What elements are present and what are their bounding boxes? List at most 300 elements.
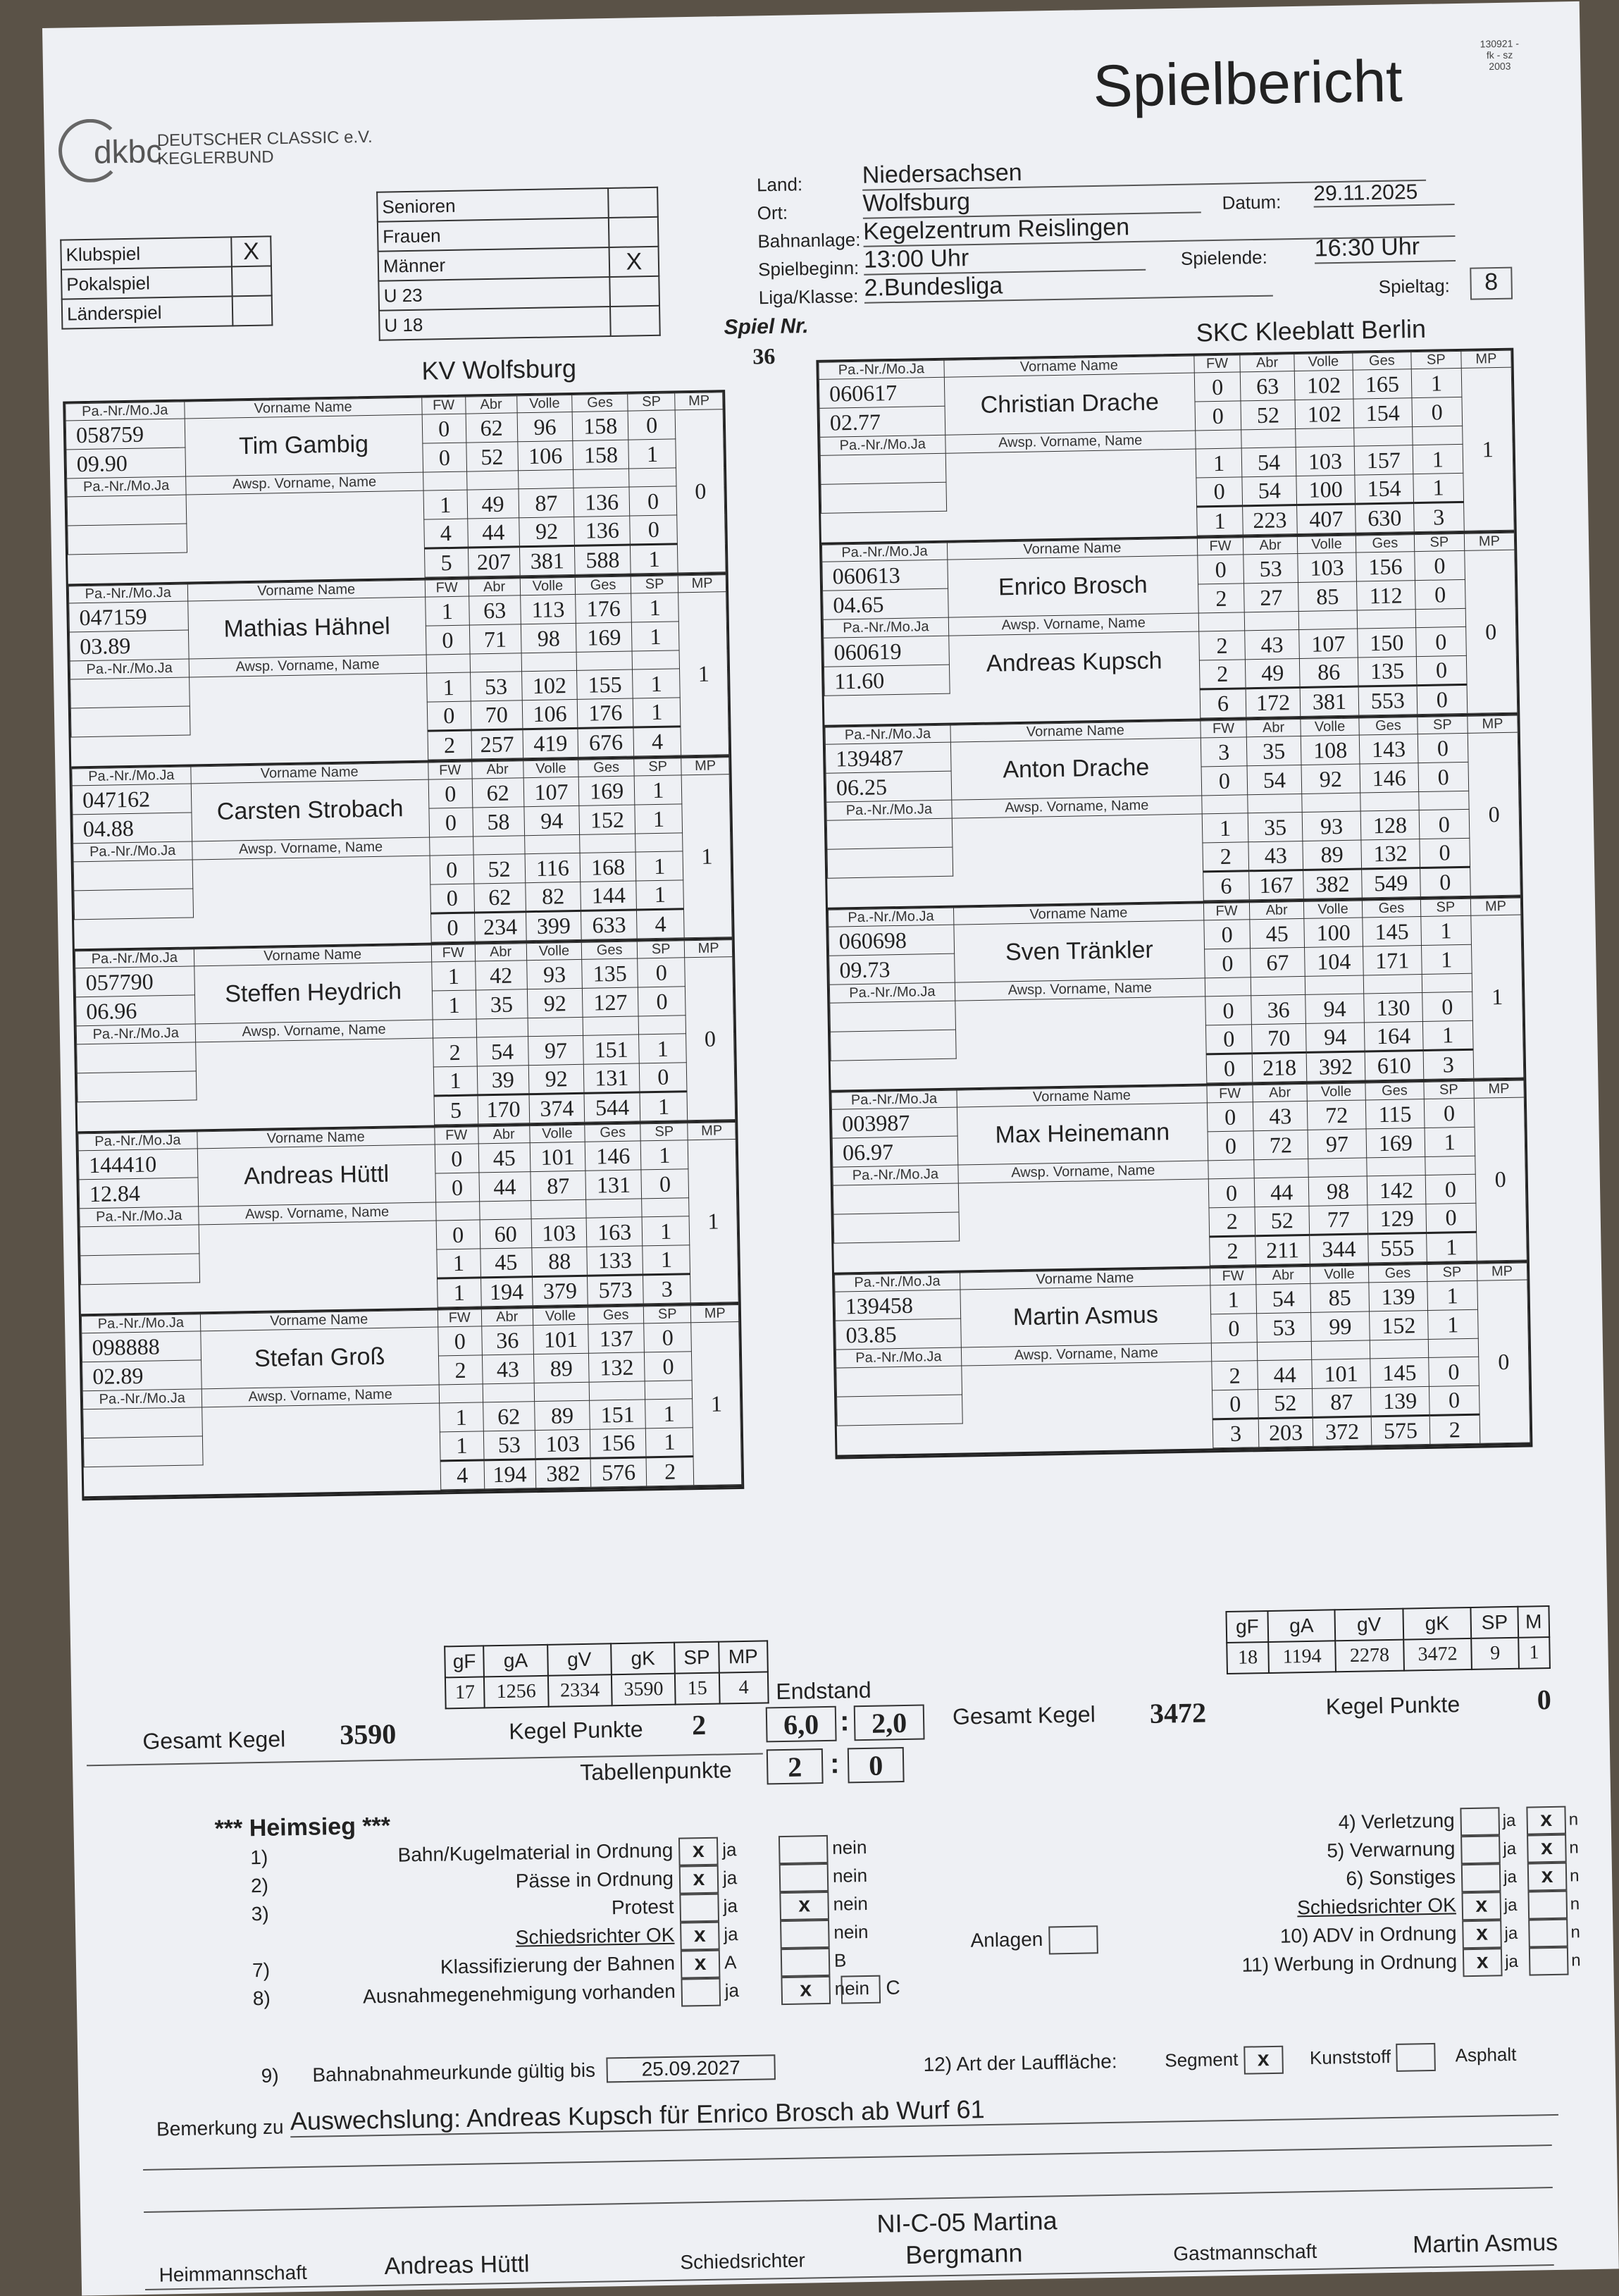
score-cell[interactable]: 1 [628,439,676,469]
total-cell[interactable]: 257 [471,729,523,759]
total-cell[interactable]: 555 [1368,1233,1427,1262]
score-cell[interactable]: 0 [1412,397,1463,426]
total-cell[interactable]: 207 [468,547,520,576]
score-cell[interactable]: 113 [520,594,576,624]
score-cell[interactable]: 62 [466,413,518,443]
score-cell[interactable]: 176 [576,593,631,623]
score-cell[interactable]: 3 [1201,737,1247,767]
score-cell[interactable]: 129 [1367,1204,1427,1233]
summary-value[interactable]: 3590 [612,1674,676,1706]
score-cell[interactable]: 0 [427,701,471,731]
score-cell[interactable]: 89 [534,1400,590,1430]
score-cell[interactable]: 89 [533,1353,589,1383]
score-cell[interactable]: 103 [1296,446,1355,476]
sub-number[interactable] [77,1042,196,1073]
score-cell[interactable]: 0 [638,987,686,1016]
score-cell[interactable]: 131 [585,1170,641,1199]
score-cell[interactable]: 70 [471,700,523,730]
score-cell[interactable]: 102 [521,670,577,700]
sub-name[interactable] [945,449,1197,511]
player-name[interactable]: Anton Drache [1003,753,1150,784]
score-cell[interactable]: 0 [1418,762,1469,791]
score-cell[interactable]: 152 [1369,1310,1428,1340]
heim-signature[interactable]: Andreas Hüttl [384,2250,530,2280]
total-cell[interactable]: 3 [1212,1419,1259,1448]
score-cell[interactable]: 45 [1250,918,1305,948]
spieltag-value[interactable]: 8 [1470,267,1513,300]
total-cell[interactable]: 399 [526,911,581,940]
game-type-mark[interactable] [232,266,272,296]
score-cell[interactable]: 128 [1360,810,1420,840]
score-cell[interactable]: 0 [428,779,473,808]
score-cell[interactable]: 155 [577,669,633,699]
player-number[interactable]: 060698 [829,925,954,956]
score-cell[interactable]: 54 [476,1037,528,1066]
score-cell[interactable]: 176 [578,698,633,728]
summary-value[interactable]: 1 [1518,1637,1550,1669]
total-cell[interactable]: 549 [1362,868,1421,898]
category-mark[interactable] [608,187,658,218]
score-cell[interactable]: 98 [521,623,576,653]
score-cell[interactable]: 0 [1212,1390,1258,1419]
score-cell[interactable]: 133 [587,1246,643,1276]
total-cell[interactable]: 3 [643,1274,691,1304]
player-name[interactable]: Andreas Hüttl [243,1160,390,1190]
score-cell[interactable]: 0 [435,1173,480,1202]
player-date[interactable]: 02.77 [819,406,945,437]
score-cell[interactable]: 54 [1256,1283,1311,1313]
score-cell[interactable]: 62 [483,1402,535,1431]
total-cell[interactable]: 211 [1255,1235,1310,1264]
total-cell[interactable]: 381 [519,545,575,575]
score-cell[interactable]: 146 [585,1141,641,1171]
score-cell[interactable]: 1 [437,1249,481,1278]
score-cell[interactable]: 127 [583,987,638,1017]
datum-value[interactable]: 29.11.2025 [1313,180,1455,207]
score-cell[interactable]: 0 [430,884,475,913]
score-cell[interactable]: 137 [588,1323,644,1353]
score-cell[interactable]: 104 [1305,946,1364,976]
score-cell[interactable]: 0 [438,1326,483,1356]
lauf-segment-box[interactable]: x [1243,2046,1284,2075]
score-cell[interactable]: 146 [1360,763,1419,793]
score-cell[interactable]: 0 [1198,555,1244,584]
score-cell[interactable]: 1 [631,593,679,622]
sub-date[interactable] [74,889,193,920]
check-box-b[interactable] [780,1920,830,1949]
total-cell[interactable]: 3 [1423,1049,1474,1079]
score-cell[interactable]: 156 [590,1428,646,1458]
score-cell[interactable]: 1 [1210,1285,1257,1314]
total-cell[interactable]: 344 [1310,1234,1369,1264]
sub-date[interactable] [83,1436,202,1467]
score-cell[interactable]: 135 [582,958,638,988]
score-cell[interactable]: 1 [1422,1020,1473,1050]
tabellenpunkte-home[interactable]: 2 [767,1748,824,1784]
score-cell[interactable]: 100 [1304,918,1363,947]
player-number[interactable]: 003987 [831,1107,957,1138]
score-cell[interactable]: 0 [1196,477,1243,507]
score-cell[interactable]: 130 [1364,993,1423,1023]
sub-number[interactable] [83,1407,202,1438]
score-cell[interactable]: 54 [1247,765,1302,794]
score-cell[interactable]: 49 [1245,658,1300,688]
score-cell[interactable]: 132 [1361,839,1420,869]
player-date[interactable]: 09.73 [829,953,955,985]
score-cell[interactable]: 92 [1301,764,1360,794]
score-cell[interactable]: 0 [430,855,474,884]
score-cell[interactable]: 157 [1354,445,1413,475]
total-cell[interactable]: 676 [578,727,633,757]
score-cell[interactable]: 142 [1367,1175,1426,1204]
score-cell[interactable]: 106 [518,440,573,470]
score-cell[interactable]: 52 [1258,1388,1313,1418]
sub-date[interactable] [833,1212,959,1243]
sub-date[interactable]: 11.60 [824,665,949,696]
score-cell[interactable]: 101 [530,1142,585,1171]
score-cell[interactable]: 136 [574,516,630,545]
score-cell[interactable]: 169 [1366,1128,1425,1157]
total-cell[interactable]: 234 [474,912,526,942]
score-cell[interactable]: 0 [1415,579,1465,609]
score-cell[interactable]: 1 [645,1428,693,1457]
ort-value[interactable]: Wolfsburg [862,184,1201,218]
score-cell[interactable]: 4 [424,519,469,548]
score-cell[interactable]: 92 [519,517,574,546]
mp-value[interactable]: 1 [678,592,729,755]
score-cell[interactable]: 54 [1242,476,1297,506]
score-cell[interactable]: 96 [517,412,573,441]
total-cell[interactable]: 374 [529,1093,585,1123]
score-cell[interactable]: 116 [525,853,581,882]
total-cell[interactable]: 1 [1426,1232,1477,1261]
sub-date[interactable] [77,1071,196,1102]
total-cell[interactable]: 0 [430,913,475,942]
score-cell[interactable]: 0 [644,1352,692,1381]
score-cell[interactable]: 101 [533,1324,588,1354]
score-cell[interactable]: 106 [522,699,578,729]
score-cell[interactable]: 131 [584,1063,640,1093]
check-box-b[interactable] [779,1835,829,1864]
check-box-a[interactable]: x [1461,1891,1501,1920]
score-cell[interactable]: 87 [519,488,574,517]
endstand-guest[interactable]: 2,0 [854,1705,925,1741]
player-number[interactable]: 139487 [825,742,950,773]
score-cell[interactable]: 42 [475,961,527,990]
score-cell[interactable]: 1 [1202,813,1248,843]
player-name[interactable]: Stefan Groß [254,1343,385,1373]
mp-value[interactable]: 0 [1474,1097,1527,1261]
total-cell[interactable]: 588 [575,545,631,574]
player-number[interactable]: 047162 [72,784,191,815]
score-cell[interactable]: 103 [535,1429,590,1459]
score-cell[interactable]: 102 [1295,399,1354,428]
sub-number[interactable] [80,1225,199,1256]
score-cell[interactable]: 1 [1196,448,1242,478]
score-cell[interactable]: 100 [1296,475,1356,505]
player-name[interactable]: Sven Tränkler [1005,936,1154,966]
player-date[interactable]: 03.89 [69,630,188,661]
score-cell[interactable]: 44 [1258,1359,1313,1389]
gast-signature[interactable]: Martin Asmus [1412,2228,1558,2259]
total-cell[interactable]: 5 [424,548,469,577]
score-cell[interactable]: 0 [1204,949,1251,978]
score-cell[interactable]: 0 [1418,733,1468,763]
player-name[interactable]: Martin Asmus [1012,1301,1159,1331]
score-cell[interactable]: 143 [1359,734,1418,764]
score-cell[interactable]: 87 [1312,1388,1371,1417]
score-cell[interactable]: 169 [576,622,632,652]
total-cell[interactable]: 194 [480,1277,533,1307]
score-cell[interactable]: 1 [432,961,476,991]
check-box-a[interactable]: x [1462,1920,1502,1949]
sub-name[interactable] [195,1038,434,1100]
score-cell[interactable]: 99 [1311,1311,1370,1341]
player-number[interactable]: 058759 [66,419,185,450]
score-cell[interactable]: 67 [1251,947,1305,977]
check-box-a[interactable] [679,1894,719,1922]
check-box-b[interactable] [1529,1947,1569,1976]
total-cell[interactable]: 544 [584,1092,640,1122]
score-cell[interactable]: 1 [1413,444,1463,474]
score-cell[interactable]: 0 [426,625,470,655]
score-cell[interactable]: 0 [1429,1385,1480,1415]
score-cell[interactable]: 94 [1305,994,1365,1023]
score-cell[interactable]: 77 [1309,1205,1368,1235]
score-cell[interactable]: 0 [1415,627,1466,656]
sub-number[interactable] [820,453,945,484]
sub-date[interactable] [821,482,946,513]
score-cell[interactable]: 1 [439,1402,483,1432]
summary-value[interactable]: 1194 [1268,1641,1336,1673]
check-box-b[interactable]: x [1527,1863,1568,1891]
score-cell[interactable]: 0 [1422,992,1472,1021]
score-cell[interactable]: 43 [1248,841,1303,870]
score-cell[interactable]: 43 [1253,1101,1308,1130]
score-cell[interactable]: 0 [1201,766,1248,796]
score-cell[interactable]: 63 [469,595,521,625]
score-cell[interactable]: 70 [1251,1023,1306,1053]
schiri-signature[interactable]: Bergmann [905,2238,1023,2270]
score-cell[interactable]: 108 [1301,735,1360,765]
score-cell[interactable]: 93 [1302,811,1361,841]
score-cell[interactable]: 1 [642,1216,690,1246]
score-cell[interactable]: 39 [477,1066,529,1095]
sub-name[interactable] [192,856,431,918]
player-number[interactable]: 060613 [822,560,948,591]
total-cell[interactable]: 2 [1210,1236,1256,1266]
player-number[interactable]: 057790 [75,966,194,997]
score-cell[interactable]: 92 [528,1064,584,1094]
check-box-a[interactable]: x [681,1950,721,1979]
score-cell[interactable]: 1 [635,851,683,881]
score-cell[interactable]: 0 [1425,1174,1476,1204]
score-cell[interactable]: 54 [1241,448,1296,477]
check-box-b[interactable]: x [1526,1806,1566,1835]
score-cell[interactable]: 1 [639,1034,687,1063]
check-box-a[interactable]: x [678,1837,719,1866]
mp-value[interactable]: 1 [1461,367,1514,531]
score-cell[interactable]: 0 [1211,1314,1258,1343]
mp-value[interactable]: 1 [682,774,733,938]
player-number[interactable]: 098888 [82,1331,201,1362]
total-cell[interactable]: 576 [590,1457,646,1487]
check-box-a[interactable] [681,1978,721,2007]
sub-date[interactable] [80,1254,199,1285]
score-cell[interactable]: 1 [633,669,681,698]
score-cell[interactable]: 1 [631,622,679,651]
score-cell[interactable]: 0 [1415,550,1465,580]
ende-value[interactable]: 16:30 Uhr [1314,233,1456,264]
player-date[interactable]: 06.97 [832,1136,957,1167]
score-cell[interactable]: 2 [1203,842,1249,872]
score-cell[interactable]: 145 [1370,1357,1429,1387]
score-cell[interactable]: 35 [476,989,528,1019]
score-cell[interactable]: 0 [1205,996,1252,1025]
score-cell[interactable]: 1 [426,672,471,702]
score-cell[interactable]: 1 [1411,368,1462,397]
game-type-mark[interactable] [232,295,273,326]
player-number[interactable]: 060617 [819,377,944,408]
score-cell[interactable]: 94 [524,806,580,835]
total-cell[interactable]: 1 [437,1278,481,1307]
total-cell[interactable]: 0 [1420,867,1470,896]
category-mark[interactable] [609,276,659,307]
sub-number[interactable] [73,860,192,891]
total-cell[interactable]: 630 [1355,503,1414,533]
bemerkung-value[interactable]: Auswechslung: Andreas Kupsch für Enrico Brosch ab Wurf 61 [290,2085,1558,2137]
score-cell[interactable]: 1 [423,490,468,519]
score-cell[interactable]: 0 [436,1220,480,1249]
check-box-a[interactable]: x [1463,1948,1503,1977]
score-cell[interactable]: 44 [1254,1177,1309,1206]
mp-value[interactable]: 0 [676,409,726,573]
beginn-value[interactable]: 13:00 Uhr [864,242,1146,276]
mp-value[interactable]: 1 [1471,915,1524,1078]
summary-value[interactable]: 4 [719,1672,769,1703]
score-cell[interactable]: 49 [467,489,519,519]
score-cell[interactable]: 158 [572,411,628,440]
player-date[interactable]: 09.90 [66,448,185,479]
score-cell[interactable]: 0 [638,958,686,987]
score-cell[interactable]: 0 [644,1323,692,1352]
check-box-b[interactable]: x [781,1976,831,2005]
score-cell[interactable]: 71 [469,624,521,654]
player-date[interactable]: 03.85 [836,1319,961,1350]
score-cell[interactable]: 151 [590,1400,645,1429]
score-cell[interactable]: 150 [1358,628,1417,658]
score-cell[interactable]: 0 [1416,655,1467,685]
sub-date[interactable] [831,1030,956,1061]
sub-name[interactable] [201,1403,440,1465]
player-date[interactable]: 04.65 [823,588,948,619]
total-cell[interactable]: 0 [1206,1054,1253,1083]
total-cell[interactable]: 419 [523,728,578,758]
player-date[interactable]: 04.88 [73,813,192,844]
score-cell[interactable]: 44 [479,1172,531,1202]
summary-value[interactable]: 18 [1227,1642,1269,1674]
score-cell[interactable]: 165 [1353,369,1412,399]
score-cell[interactable]: 52 [466,442,518,471]
check-box-a[interactable]: x [679,1865,719,1894]
check-box-a[interactable] [1460,1835,1501,1864]
score-cell[interactable]: 53 [483,1431,535,1460]
mp-value[interactable]: 0 [1465,550,1518,713]
score-cell[interactable]: 89 [1303,840,1362,870]
total-cell[interactable]: 379 [532,1276,588,1305]
score-cell[interactable]: 103 [1298,553,1357,582]
score-cell[interactable]: 45 [480,1248,532,1278]
score-cell[interactable]: 151 [583,1035,639,1064]
total-cell[interactable]: 2 [428,730,472,760]
player-name[interactable]: Enrico Brosch [998,571,1148,601]
total-cell[interactable]: 4 [637,909,685,939]
score-cell[interactable]: 62 [473,883,526,913]
score-cell[interactable]: 53 [1257,1312,1312,1342]
score-cell[interactable]: 1 [1421,915,1472,945]
check-box-b[interactable] [779,1863,829,1892]
score-cell[interactable]: 139 [1370,1386,1429,1416]
check-box-a[interactable] [1461,1863,1501,1892]
score-cell[interactable]: 154 [1353,398,1413,428]
score-cell[interactable]: 0 [1195,401,1241,431]
total-cell[interactable]: 4 [440,1460,485,1490]
score-cell[interactable]: 53 [1243,554,1298,584]
player-date[interactable]: 06.25 [826,771,951,802]
score-cell[interactable]: 1 [1427,1280,1478,1310]
mp-value[interactable]: 0 [1477,1280,1530,1443]
sub-date[interactable] [837,1395,962,1426]
score-cell[interactable]: 36 [481,1326,533,1355]
sub-name[interactable] [958,1179,1210,1241]
total-cell[interactable]: 553 [1358,686,1418,715]
score-cell[interactable]: 154 [1355,474,1414,504]
score-cell[interactable]: 88 [532,1247,588,1276]
category-mark[interactable] [609,217,659,247]
total-cell[interactable]: 6 [1200,689,1246,718]
score-cell[interactable]: 0 [641,1169,689,1199]
score-cell[interactable]: 1 [635,804,683,834]
score-cell[interactable]: 164 [1364,1022,1423,1051]
score-cell[interactable]: 115 [1365,1099,1425,1129]
score-cell[interactable]: 1 [643,1245,690,1275]
total-cell[interactable]: 610 [1365,1051,1424,1080]
player-name[interactable]: Tim Gambig [238,431,369,460]
total-cell[interactable]: 2 [1429,1414,1480,1444]
sub-number[interactable] [830,1001,955,1032]
score-cell[interactable]: 158 [573,440,628,469]
score-cell[interactable]: 0 [435,1144,479,1173]
score-cell[interactable]: 1 [433,1066,478,1096]
category-mark[interactable]: X [609,247,659,277]
score-cell[interactable]: 0 [1426,1203,1477,1233]
score-cell[interactable]: 145 [1363,917,1422,946]
score-cell[interactable]: 107 [1299,629,1358,658]
summary-value[interactable]: 2278 [1335,1640,1403,1672]
score-cell[interactable]: 101 [1312,1359,1371,1388]
score-cell[interactable]: 0 [1429,1357,1480,1386]
sub-name[interactable] [961,1362,1212,1424]
score-cell[interactable]: 102 [1294,370,1353,400]
score-cell[interactable]: 0 [1207,1102,1253,1132]
lauf-kunststoff-box[interactable] [1396,2043,1437,2072]
check-box-b[interactable] [781,1948,831,1977]
score-cell[interactable]: 98 [1308,1176,1367,1206]
total-cell[interactable]: 218 [1252,1052,1307,1082]
score-cell[interactable]: 52 [1241,400,1296,430]
score-cell[interactable]: 1 [1427,1309,1478,1339]
score-cell[interactable]: 112 [1356,581,1415,610]
